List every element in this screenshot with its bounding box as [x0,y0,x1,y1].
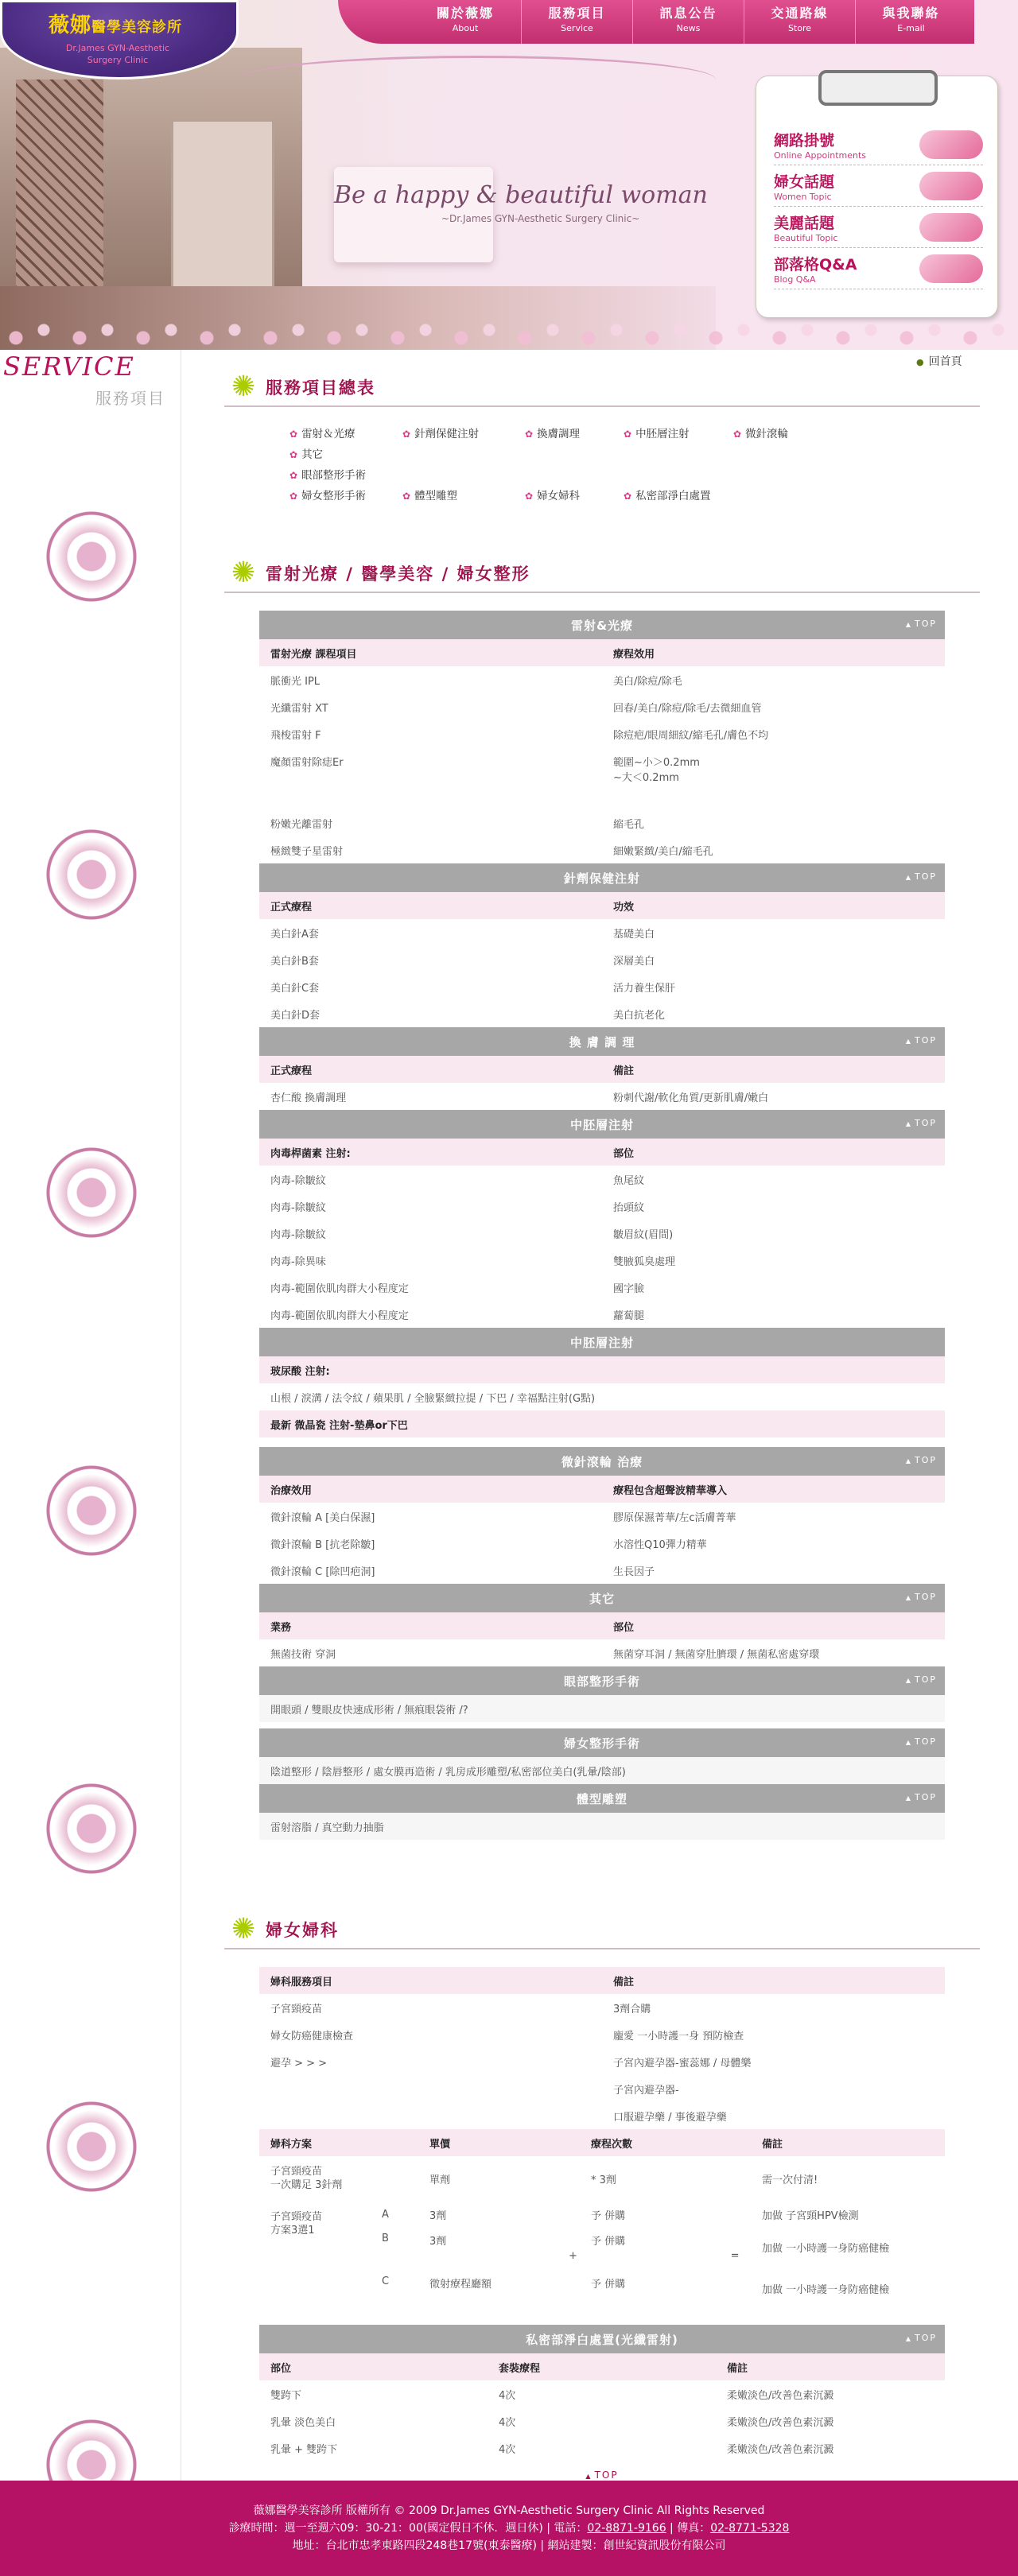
table-header: 雷射&光療 ▲ TOP [259,611,945,639]
top-link[interactable]: ▲ TOP [906,1035,937,1046]
table-row: 魔顏雷射除痣Er 範圍~小＞0.2mm ~大＜0.2mm [259,747,945,809]
table-row: 子宮內避孕器- [259,2075,945,2102]
phone-link[interactable]: 02-8871-9166 [587,2522,666,2535]
logo-subtitle: Dr.James GYN-Aesthetic Surgery Clinic [65,43,170,65]
table-row: 粉嫩光離雷射 縮毛孔 [259,809,945,836]
table-row: 美白針B套 深層美白 [259,946,945,973]
table-subheader: 治療效用 療程包含超聲波精華導入 [259,1476,945,1503]
section-header-overview [224,369,980,407]
service-links [224,407,829,506]
link-private-whitening[interactable]: ✿ 私密部淨白處置 [624,487,751,506]
table-row: 美白針D套 美白抗老化 [259,1000,945,1027]
table-row: 微針滾輪 B [抗老除皺] 水溶性Q10彈力精華 [259,1530,945,1557]
main-nav [338,0,974,44]
stethoscope-icon [919,130,983,159]
table-row: 口服避孕藥 / 事後避孕藥 [259,2102,945,2129]
link-body[interactable]: ✿ 體型雕塑 [402,487,511,506]
link-meso[interactable]: ✿ 中胚層注射 [624,425,719,444]
room-door [171,119,274,310]
swirl-decoration [239,56,716,103]
table-header: 換 膚 調 理 ▲ TOP [259,1027,945,1056]
table-subheader: 正式療程 功效 [259,892,945,919]
sidebar-title-en: SERVICE [3,351,135,382]
pen-icon [919,254,983,283]
top-link[interactable]: ▲ TOP [906,1118,937,1128]
table-subheader: 最新 微晶瓷 注射-墊鼻or下巴 [259,1410,945,1437]
section-title: 服務項目總表 [266,378,375,398]
header [0,0,1018,350]
table-header: 針劑保健注射 ▲ TOP [259,863,945,892]
table-row: 脈衝光 IPL 美白/除痘/除毛 [259,666,945,693]
table-row: 肉毒-範圍依肌肉群大小程度定 蘿蔔腿 [259,1301,945,1328]
table-row: 微針滾輪 A [美白保濕] 膠原保濕菁華/左c活膚菁華 [259,1503,945,1530]
table-subheader: 肉毒桿菌素 注射: 部位 [259,1139,945,1166]
table-subheader: 部位 套裝療程 備註 [259,2353,945,2380]
nav-about[interactable]: 關於薇娜 About [436,6,494,33]
table-row: 肉毒-範圍依肌肉群大小程度定 國字臉 [259,1274,945,1301]
table-subheader: 業務 部位 [259,1612,945,1639]
table-subheader: 雷射光療 課程項目 療程效用 [259,639,945,666]
footer-contact: 診療時間：週一至週六09：30-21：00(國定假日不休．週日休) | 電話：02-8871-9166 | 傳真：02-8771-5328 [228,2522,790,2535]
table-subheader: 正式療程 備註 [259,1056,945,1083]
top-link[interactable]: ▲ TOP [906,1674,937,1685]
section-title: 婦女婦科 [266,1921,339,1940]
table-subheader: 玻尿酸 注射: [259,1356,945,1383]
table-row: 開眼頭 / 雙眼皮快速成形術 / 無痕眼袋術 /? [259,1695,945,1722]
table-spacer [259,1437,945,1447]
table-row: 陰道整形 / 陰唇整形 / 處女膜再造術 / 乳房成形雕塑/私密部位美白(乳暈/陰部) [259,1757,945,1784]
flower-icon: ✺ [231,370,256,403]
link-laser[interactable]: ✿ 雷射＆光療 [289,425,388,444]
flower-icon: ✺ [231,557,256,589]
table-row: 肉毒-除異味 雙腋狐臭處理 [259,1247,945,1274]
table-row: 子宮頸疫苗 方案3選1 A 3劑 + 予 併購 = 加做 子宮頸HPV檢測 [259,2201,945,2228]
table-row: 雷射溶脂 / 真空動力抽脂 [259,1813,945,1840]
table-row: 微針滾輪 C [除凹疤洞] 生長因子 [259,1557,945,1584]
private-whitening-table [259,2325,945,2462]
board-beautiful-topic[interactable]: 美麗話題 Beautiful Topic [774,207,983,248]
sidebar [0,350,181,2481]
table-row: 子宮頸疫苗 3劑合購 [259,1994,945,2021]
top-link[interactable]: ▲ TOP [906,1592,937,1602]
footer-copyright: 薇娜醫學美容診所 版權所有 © 2009 Dr.James GYN-Aesthetic Surgery Clinic All Rights Reserved [253,2504,765,2517]
table-header: 體型雕塑 ▲ TOP [259,1784,945,1813]
nav-news[interactable]: 訊息公告 News [632,0,744,44]
table-row: 美白針A套 基礎美白 [259,919,945,946]
link-roller[interactable]: ✿ 微針滾輪 [733,425,810,444]
section-title: 雷射光療 / 醫學美容 / 婦女整形 [266,564,530,584]
lattice-window [16,80,103,302]
table-row: 子宮頸疫苗 一次購足 3針劑 單劑 * 3劑 需一次付清! [259,2156,945,2201]
clipboard-clip [818,70,938,106]
slogan-subtitle: ~Dr.James GYN-Aesthetic Surgery Clinic~ [441,213,640,224]
table-row: 婦女防癌健康檢查 龐愛 一小時護一身 預防檢查 [259,2021,945,2048]
table-row: 肉毒-除皺紋 抬頭紋 [259,1193,945,1220]
link-peel[interactable]: ✿ 換膚調理 [525,425,609,444]
table-row: 避孕 > > > 子宮內避孕器-蜜蕊娜 / 母體樂 [259,2048,945,2075]
lips-icon [919,213,983,242]
table-header: 微針滾輪 治療 ▲ TOP [259,1447,945,1476]
table-header: 中胚層注射 ▲ TOP [259,1110,945,1139]
table-row: 山根 / 淚溝 / 法令紋 / 蘋果肌 / 全臉緊緻拉提 / 下巴 / 幸福點注射(G點) [259,1383,945,1410]
section-header-laser [224,555,980,593]
gynecology-plan-table [259,2129,945,2310]
logo-title: 薇娜醫學美容診所 [49,14,183,37]
section-header-gynecology [224,1911,980,1949]
table-subheader: 婦科方案 單價 療程次數 備註 [259,2129,945,2156]
gynecology-table [259,1967,945,2129]
link-other[interactable]: ✿ 其它 [289,445,337,464]
table-row: 乳暈 + 雙跨下 4次 柔嫩淡色/改善色素沉澱 [259,2434,945,2462]
table-row: 飛梭雷射 F 除痘疤/眼周細紋/縮毛孔/膚色不均 [259,720,945,747]
top-link[interactable]: ▲ TOP [906,871,937,882]
main-content [224,350,980,2481]
blossom-border [0,314,1018,350]
table-row: C 徵射療程廳額 予 併購 加做 一小時護一身防癌健檢 [259,2269,945,2310]
petals-icon [919,172,983,200]
table-row: 雙跨下 4次 柔嫩淡色/改善色素沉澱 [259,2380,945,2407]
top-link[interactable]: ▲ TOP [906,1455,937,1465]
table-row: 無菌技術 穿洞 無菌穿耳洞 / 無菌穿肚臍環 / 無菌私密處穿環 [259,1639,945,1666]
link-eye-surgery[interactable]: ✿ 眼部整形手術 [289,466,767,485]
top-link[interactable]: ▲ TOP [906,1792,937,1802]
table-header: 中胚層注射 [259,1328,945,1356]
table-row: 美白針C套 活力養生保肝 [259,973,945,1000]
sidebar-title-zh: 服務項目 [95,389,165,408]
service-table [259,611,945,1840]
nav-store[interactable]: 交通路線 Store [744,0,855,44]
table-header: 私密部淨白處置(光纖雷射) ▲ TOP [259,2325,945,2353]
table-subheader: 婦科服務項目 備註 [259,1967,945,1994]
footer-address: 地址：台北市忠孝東路四段248巷17號(東泰醫療) | 網站建製：創世紀資訊股份有限公司 [292,2539,726,2552]
footer [0,2481,1018,2576]
table-row: 杏仁酸 換膚調理 粉刺代謝/軟化角質/更新肌膚/嫩白 [259,1083,945,1110]
table-header: 眼部整形手術 ▲ TOP [259,1666,945,1695]
bottom-top-link[interactable]: ▲ TOP [259,2469,945,2481]
home-link[interactable]: ● 回首頁 [916,353,962,369]
table-row: 肉毒-除皺紋 魚尾紋 [259,1166,945,1193]
link-injection[interactable]: ✿ 針劑保健注射 [402,425,511,444]
table-spacer [259,1722,945,1728]
flower-icon: ✺ [231,1913,256,1946]
top-link[interactable]: ▲ TOP [906,619,937,629]
board-women-topic[interactable]: 婦女話題 Women Topic [774,165,983,207]
slogan: Be a happy & beautiful woman [334,181,708,209]
top-link[interactable]: ▲ TOP [906,2333,937,2343]
table-row: 光纖雷射 XT 回春/美白/除痘/除毛/去微細血管 [259,693,945,720]
table-header: 婦女整形手術 ▲ TOP [259,1728,945,1757]
table-header: 其它 ▲ TOP [259,1584,945,1612]
link-women-surgery[interactable]: ✿ 婦女整形手術 [289,487,388,506]
nav-service[interactable]: 服務項目 Service [521,0,632,44]
link-gynecology[interactable]: ✿ 婦女婦科 [525,487,609,506]
board-online-appointments[interactable]: 網路掛號 Online Appointments [774,124,983,165]
table-row: 乳暈 淡色美白 4次 柔嫩淡色/改善色素沉澱 [259,2407,945,2434]
table-row: 肉毒-除皺紋 皺眉紋(眉間) [259,1220,945,1247]
nav-email[interactable]: 與我聯絡 E-mail [855,0,966,44]
board-blog-qa[interactable]: 部落格Q&A Blog Q&A [774,248,983,289]
table-row: 極緻雙子星雷射 細嫩緊緻/美白/縮毛孔 [259,836,945,863]
fax-link[interactable]: 02-8771-5328 [710,2522,790,2535]
quick-links-board [756,76,998,318]
top-link[interactable]: ▲ TOP [906,1736,937,1747]
table-row: B 3劑 予 併購 加做 一小時護一身防癌健檢 [259,2228,945,2269]
